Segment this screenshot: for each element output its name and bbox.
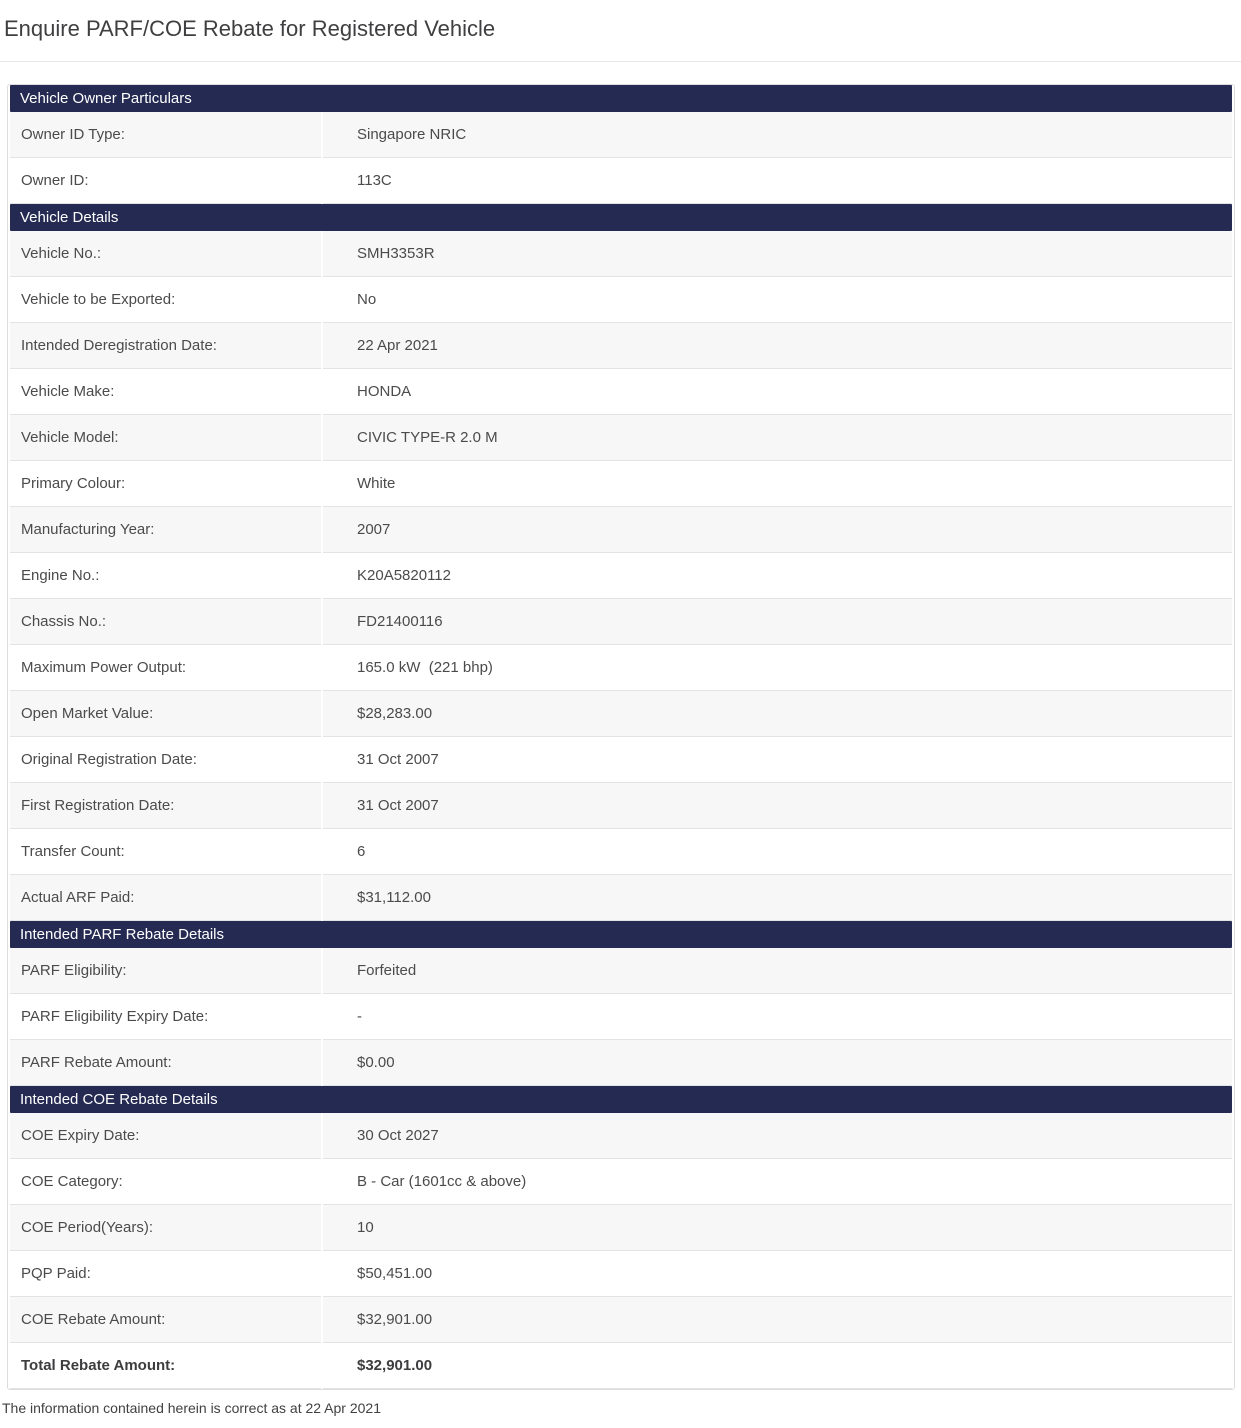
footer-note: The information contained herein is correct as at 22 Apr 2021 [2,1400,381,1416]
page-title: Enquire PARF/COE Rebate for Registered Vehicle [4,16,496,41]
row-value: $50,451.00 [323,1251,1232,1297]
row-label: PARF Eligibility: [10,948,321,994]
row-label: COE Rebate Amount: [10,1297,321,1343]
row-label: Owner ID: [10,158,321,204]
row-value: 30 Oct 2027 [323,1113,1232,1159]
row-label: Primary Colour: [10,461,321,507]
row-value: 31 Oct 2007 [323,737,1232,783]
row-value: White [323,461,1232,507]
table-row [10,691,1232,737]
table-row [10,415,1232,461]
row-label: Chassis No.: [10,599,321,645]
row-label: Open Market Value: [10,691,321,737]
row-label: Vehicle No.: [10,231,321,277]
row-value: 31 Oct 2007 [323,783,1232,829]
rebate-enquiry-table [7,84,1235,1390]
row-label: Vehicle Make: [10,369,321,415]
table-row [10,783,1232,829]
table-row [10,1113,1232,1159]
row-value: $0.00 [323,1040,1232,1086]
row-value: CIVIC TYPE-R 2.0 M [323,415,1232,461]
table-row [10,461,1232,507]
table-row [10,829,1232,875]
row-label: Intended Deregistration Date: [10,323,321,369]
row-value: Singapore NRIC [323,112,1232,158]
row-label: Original Registration Date: [10,737,321,783]
table-row [10,1159,1232,1205]
row-value: Forfeited [323,948,1232,994]
row-value: No [323,277,1232,323]
row-label: Vehicle Model: [10,415,321,461]
table-row [10,599,1232,645]
table-row [10,553,1232,599]
table-row [10,1205,1232,1251]
row-value: $31,112.00 [323,875,1232,921]
row-label: Engine No.: [10,553,321,599]
row-label: Vehicle to be Exported: [10,277,321,323]
row-label: COE Period(Years): [10,1205,321,1251]
row-value: $28,283.00 [323,691,1232,737]
section-header-label: Vehicle Details [10,204,1232,231]
table-row [10,1251,1232,1297]
section-header-row [10,1086,1232,1113]
row-value: FD21400116 [323,599,1232,645]
row-label: PQP Paid: [10,1251,321,1297]
table-row [10,112,1232,158]
row-value: B - Car (1601cc & above) [323,1159,1232,1205]
row-label: Maximum Power Output: [10,645,321,691]
table-row [10,231,1232,277]
row-label: Transfer Count: [10,829,321,875]
row-label: Manufacturing Year: [10,507,321,553]
row-value: 113C [323,158,1232,204]
table-row [10,369,1232,415]
row-value: 165.0 kW (221 bhp) [323,645,1232,691]
row-value: $32,901.00 [323,1297,1232,1343]
title-divider [0,61,1241,62]
row-label: PARF Rebate Amount: [10,1040,321,1086]
table-row [10,158,1232,204]
table-row [10,323,1232,369]
row-label: COE Expiry Date: [10,1113,321,1159]
section-header-label: Vehicle Owner Particulars [10,85,1232,112]
row-label: COE Category: [10,1159,321,1205]
table-row [10,1343,1232,1389]
section-header-label: Intended PARF Rebate Details [10,921,1232,948]
row-value: $32,901.00 [323,1343,1232,1389]
row-value: 6 [323,829,1232,875]
table-row [10,1297,1232,1343]
section-header-row [10,85,1232,112]
table-row [10,948,1232,994]
table-row [10,645,1232,691]
section-header-row [10,204,1232,231]
row-label: Actual ARF Paid: [10,875,321,921]
table-row [10,507,1232,553]
row-value: 22 Apr 2021 [323,323,1232,369]
row-value: - [323,994,1232,1040]
row-label: First Registration Date: [10,783,321,829]
table-row [10,994,1232,1040]
section-header-label: Intended COE Rebate Details [10,1086,1232,1113]
row-label: PARF Eligibility Expiry Date: [10,994,321,1040]
table-row [10,875,1232,921]
row-value: HONDA [323,369,1232,415]
row-value: 10 [323,1205,1232,1251]
table-row [10,277,1232,323]
row-label: Total Rebate Amount: [10,1343,321,1389]
section-header-row [10,921,1232,948]
row-value: SMH3353R [323,231,1232,277]
row-label: Owner ID Type: [10,112,321,158]
table-row [10,1040,1232,1086]
table-row [10,737,1232,783]
row-value: K20A5820112 [323,553,1232,599]
row-value: 2007 [323,507,1232,553]
